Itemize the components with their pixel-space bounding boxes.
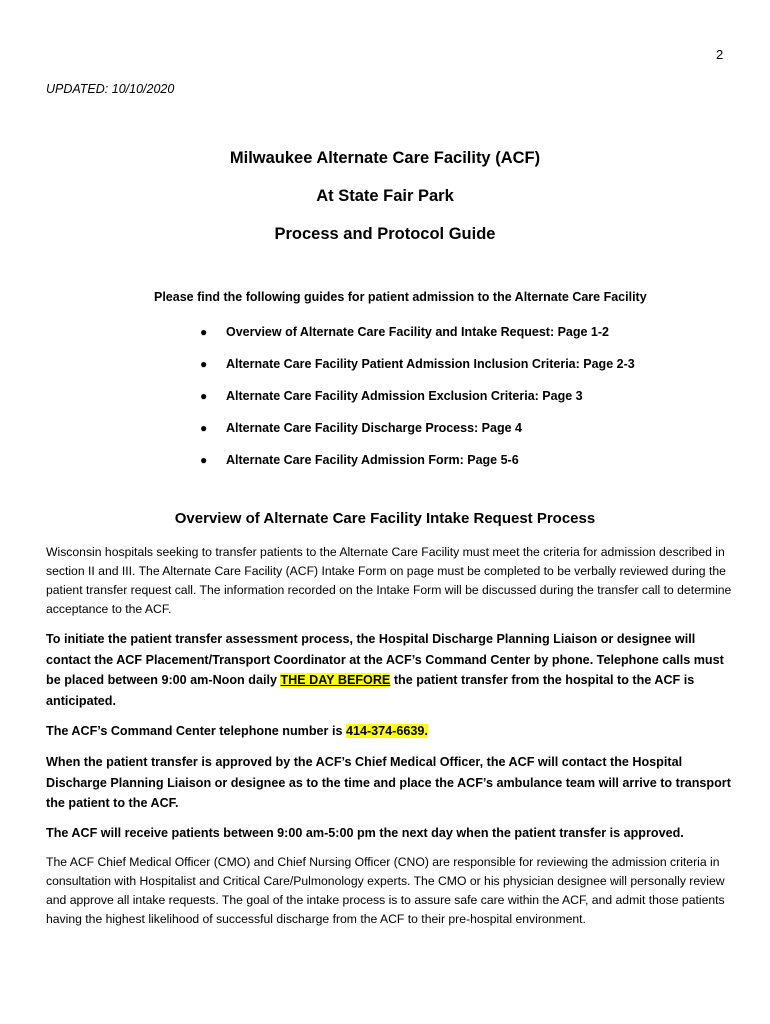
list-item [200, 322, 635, 354]
page-number: 2 [716, 47, 724, 62]
transfer-text-before: To initiate the patient transfer assessment process, the Hospital Discharge Planning Liaison or designee will contact the ACF Placement/Transport Coordinator at the ACF’s Command Center by phone. Telephone calls must be placed between 9:00 am-Noon daily [46, 632, 724, 687]
list-item [200, 450, 635, 482]
bullet-icon: ● [200, 453, 208, 467]
review-paragraph: The ACF Chief Medical Officer (CMO) and Chief Nursing Officer (CNO) are responsible for reviewing the admission criteria in consultation with Hospitalist and Critical Care/Pulmonology experts. The CMO or his physician designee will personally review and approve all intake requests. The goal of the intake process is to assure safe care within the ACF, and admit those patients having the highest likelihood of successful discharge from the ACF to their pre-hospital environment. [46, 855, 725, 926]
title-line-1: Milwaukee Alternate Care Facility (ACF) [229, 149, 541, 167]
phone-paragraph [46, 721, 736, 742]
guides-intro: Please find the following guides for patient admission to the Alternate Care Facility [154, 290, 647, 304]
bullet-icon: ● [200, 325, 208, 339]
document-title [0, 149, 770, 263]
intro-paragraph: Wisconsin hospitals seeking to transfer patients to the Alternate Care Facility must meet the criteria for admission described in section II and III. The Alternate Care Facility (ACF) Intake Form on page must be completed to be verbally reviewed during the patient transfer request call. The information recorded on the Intake Form will be discussed during the transfer call to determine acceptance to the ACF. [46, 545, 732, 616]
section-heading: Overview of Alternate Care Facility Intake Request Process [174, 510, 596, 527]
day-before-highlight: THE DAY BEFORE [280, 673, 391, 687]
phone-label: The ACF’s Command Center telephone number is [46, 724, 346, 738]
approval-paragraph: When the patient transfer is approved by the ACF’s Chief Medical Officer, the ACF will contact the Hospital Discharge Planning Liaison or designee as to the time and place the ACF’s ambulance team will arrive to transport the patient to the ACF. [46, 755, 731, 810]
guide-label: Alternate Care Facility Patient Admission Inclusion Criteria: Page 2-3 [226, 357, 635, 371]
bullet-icon: ● [200, 421, 208, 435]
phone-number: 414-374-6639. [345, 724, 428, 738]
guides-list [200, 322, 635, 482]
title-line-3: Process and Protocol Guide [274, 225, 496, 243]
receiving-hours-paragraph: The ACF will receive patients between 9:00 am-5:00 pm the next day when the patient transfer is approved. [46, 826, 684, 840]
guide-label: Overview of Alternate Care Facility and Intake Request: Page 1-2 [226, 325, 610, 339]
guide-label: Alternate Care Facility Discharge Process: Page 4 [226, 421, 522, 435]
updated-date: UPDATED: 10/10/2020 [46, 82, 175, 96]
guide-label: Alternate Care Facility Admission Form: Page 5-6 [226, 453, 519, 467]
guide-label: Alternate Care Facility Admission Exclusion Criteria: Page 3 [226, 389, 583, 403]
transfer-instructions-paragraph [46, 629, 736, 711]
bullet-icon: ● [200, 357, 208, 371]
list-item [200, 418, 635, 450]
bullet-icon: ● [200, 389, 208, 403]
title-line-2: At State Fair Park [316, 187, 454, 205]
list-item [200, 354, 635, 386]
list-item [200, 386, 635, 418]
transfer-text-after: the patient transfer from the hospital to the ACF is anticipated. [46, 673, 695, 708]
